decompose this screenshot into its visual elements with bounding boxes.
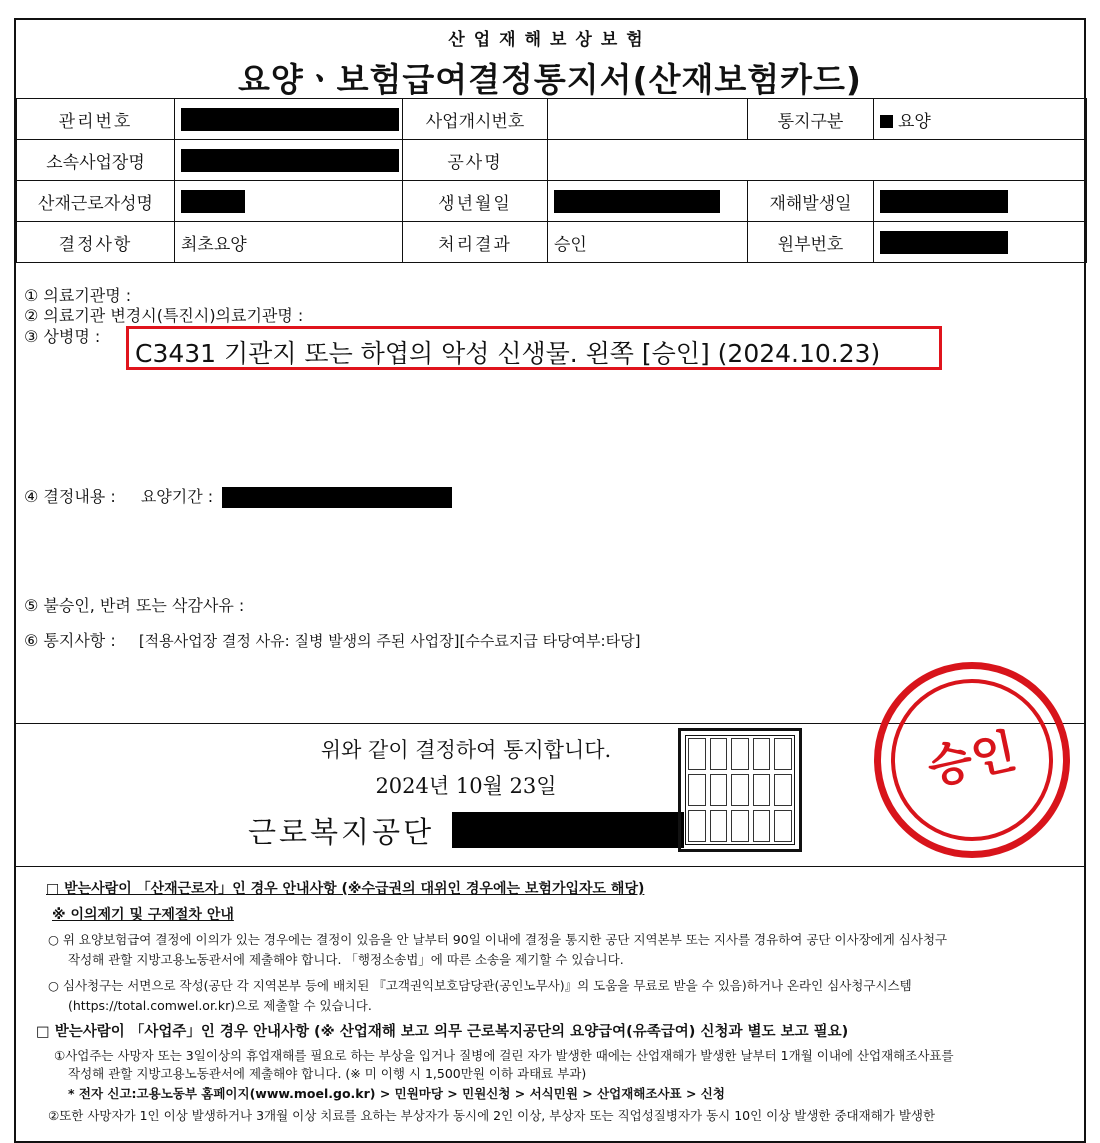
item-notice-matters [24,628,640,651]
label-worker-name: 산재근로자성명 [17,181,175,222]
value-workplace-name [175,140,403,181]
item-institution-change: ② 의료기관 변경시(특진시)의료기관명 : [24,306,304,325]
diagnosis-highlight-box: C3431 기관지 또는 하엽의 악성 신생물. 왼쪽 [승인] (2024.10.23) [126,326,942,370]
notes-paragraph: ○ 심사청구는 서면으로 작성(공단 각 지역본부 등에 배치된 『고객권익보호담당관(공인노무사)』의 도움을 무료로 받을 수 있음)하거나 온라인 심사청구시스템 [48,978,912,993]
notes-paragraph: 작성해 관할 지방고용노동관서에 제출해야 합니다. 「행정소송법」에 따른 소송을 제기할 수 있습니다. [68,952,624,967]
redaction-box [222,487,452,508]
notes-paragraph: (https://total.comwel.or.kr)으로 제출할 수 있습니다. [68,998,372,1013]
value-decision: 최초요양 [175,222,403,263]
redaction-box [554,190,720,213]
notes-paragraph: * 전자 신고:고용노동부 홈페이지(www.moel.go.kr) > 민원마당 > 민원신청 > 서식민원 > 산업재해조사표 > 신청 [68,1086,725,1101]
info-table [16,98,1087,263]
section-divider [16,866,1086,867]
label-construction-name: 공사명 [403,140,548,181]
approval-stamp-text: 승인 [876,664,1068,856]
issuer-name [248,810,684,851]
item-diagnosis-label: ③ 상병명 : [24,327,101,346]
value-construction-name [548,140,1087,181]
redaction-box [452,812,684,848]
value-business-start-number [548,99,748,140]
care-period-label: 요양기간 : [140,487,214,506]
value-birth-date [548,181,748,222]
value-notice-type [874,99,1087,140]
label-notice-type: 통지구분 [748,99,874,140]
notes-worker-heading: □ 받는사람이 「산재근로자」인 경우 안내사항 (※수급권의 대위인 경우에는 보험가입자도 해당) [46,881,645,897]
notes-paragraph: ②또한 사망자가 1인 이상 발생하거나 3개월 이상 치료를 요하는 부상자가 동시에 2인 이상, 부상자 또는 직업성질병자가 동시 10인 이상 발생한 중대재해가 발생한 [48,1108,936,1123]
checkbox-filled-icon [880,115,893,128]
declaration-date: 2024년 10월 23일 [375,774,557,798]
notice-matters-text: [적용사업장 결정 사유: 질병 발생의 주된 사업장][수수료지급 타당여부:타당] [138,632,641,650]
label-workplace-name: 소속사업장명 [17,140,175,181]
label-result: 처리결과 [403,222,548,263]
item-medical-institution: ① 의료기관명 : [24,286,132,305]
document-page [14,18,1086,1143]
redaction-box [181,108,399,131]
notice-matters-label: ⑥ 통지사항 : [24,631,116,650]
value-accident-date [874,181,1087,222]
notes-paragraph: ○ 위 요양보험급여 결정에 이의가 있는 경우에는 결정이 있음을 안 날부터 90일 이내에 결정을 통지한 공단 지역본부 또는 지사를 경유하여 공단 이사장에게 심사청구 [48,932,948,947]
official-seal [678,728,802,852]
redaction-box [181,190,245,213]
notes-paragraph: 작성해 관할 지방고용노동관서에 제출해야 합니다. (※ 미 이행 시 1,500만원 이하 과태료 부과) [68,1066,587,1081]
notes-employer-heading: □ 받는사람이 「사업주」인 경우 안내사항 (※ 산업재해 보고 의무 근로복지공단의 요양급여(유족급여) 신청과 별도 보고 필요) [36,1024,849,1040]
value-management-number [175,99,403,140]
value-ledger-number [874,222,1087,263]
label-business-start-number: 사업개시번호 [403,99,548,140]
notes-appeal-heading: ※ 이의제기 및 구제절차 안내 [52,907,234,923]
redaction-box [880,190,1008,213]
notes-paragraph: ①사업주는 사망자 또는 3일이상의 휴업재해를 필요로 하는 부상을 입거나 질병에 걸린 자가 발생한 때에는 산업재해가 발생한 날부터 1개월 이내에 산업재해조사표를 [54,1048,954,1063]
notice-type-text: 요양 [898,111,931,132]
document-subtitle: 산업재해보상보험 [448,30,652,50]
document-title: 요양ㆍ보험급여결정통지서(산재보험카드) [238,60,862,99]
declaration-text: 위와 같이 결정하여 통지합니다. [320,738,612,762]
item-rejection-reason: ⑤ 불승인, 반려 또는 삭감사유 : [24,596,245,615]
decision-content-label: ④ 결정내용 : [24,487,116,506]
value-worker-name [175,181,403,222]
value-result: 승인 [548,222,748,263]
redaction-box [181,149,399,172]
label-decision: 결정사항 [17,222,175,263]
redaction-box [880,231,1008,254]
label-birth-date: 생년월일 [403,181,548,222]
issuer-text: 근로복지공단 [248,815,435,849]
official-seal-pattern [685,735,795,845]
label-management-number: 관리번호 [17,99,175,140]
label-accident-date: 재해발생일 [748,181,874,222]
label-ledger-number: 원부번호 [748,222,874,263]
item-decision-content [24,484,452,508]
